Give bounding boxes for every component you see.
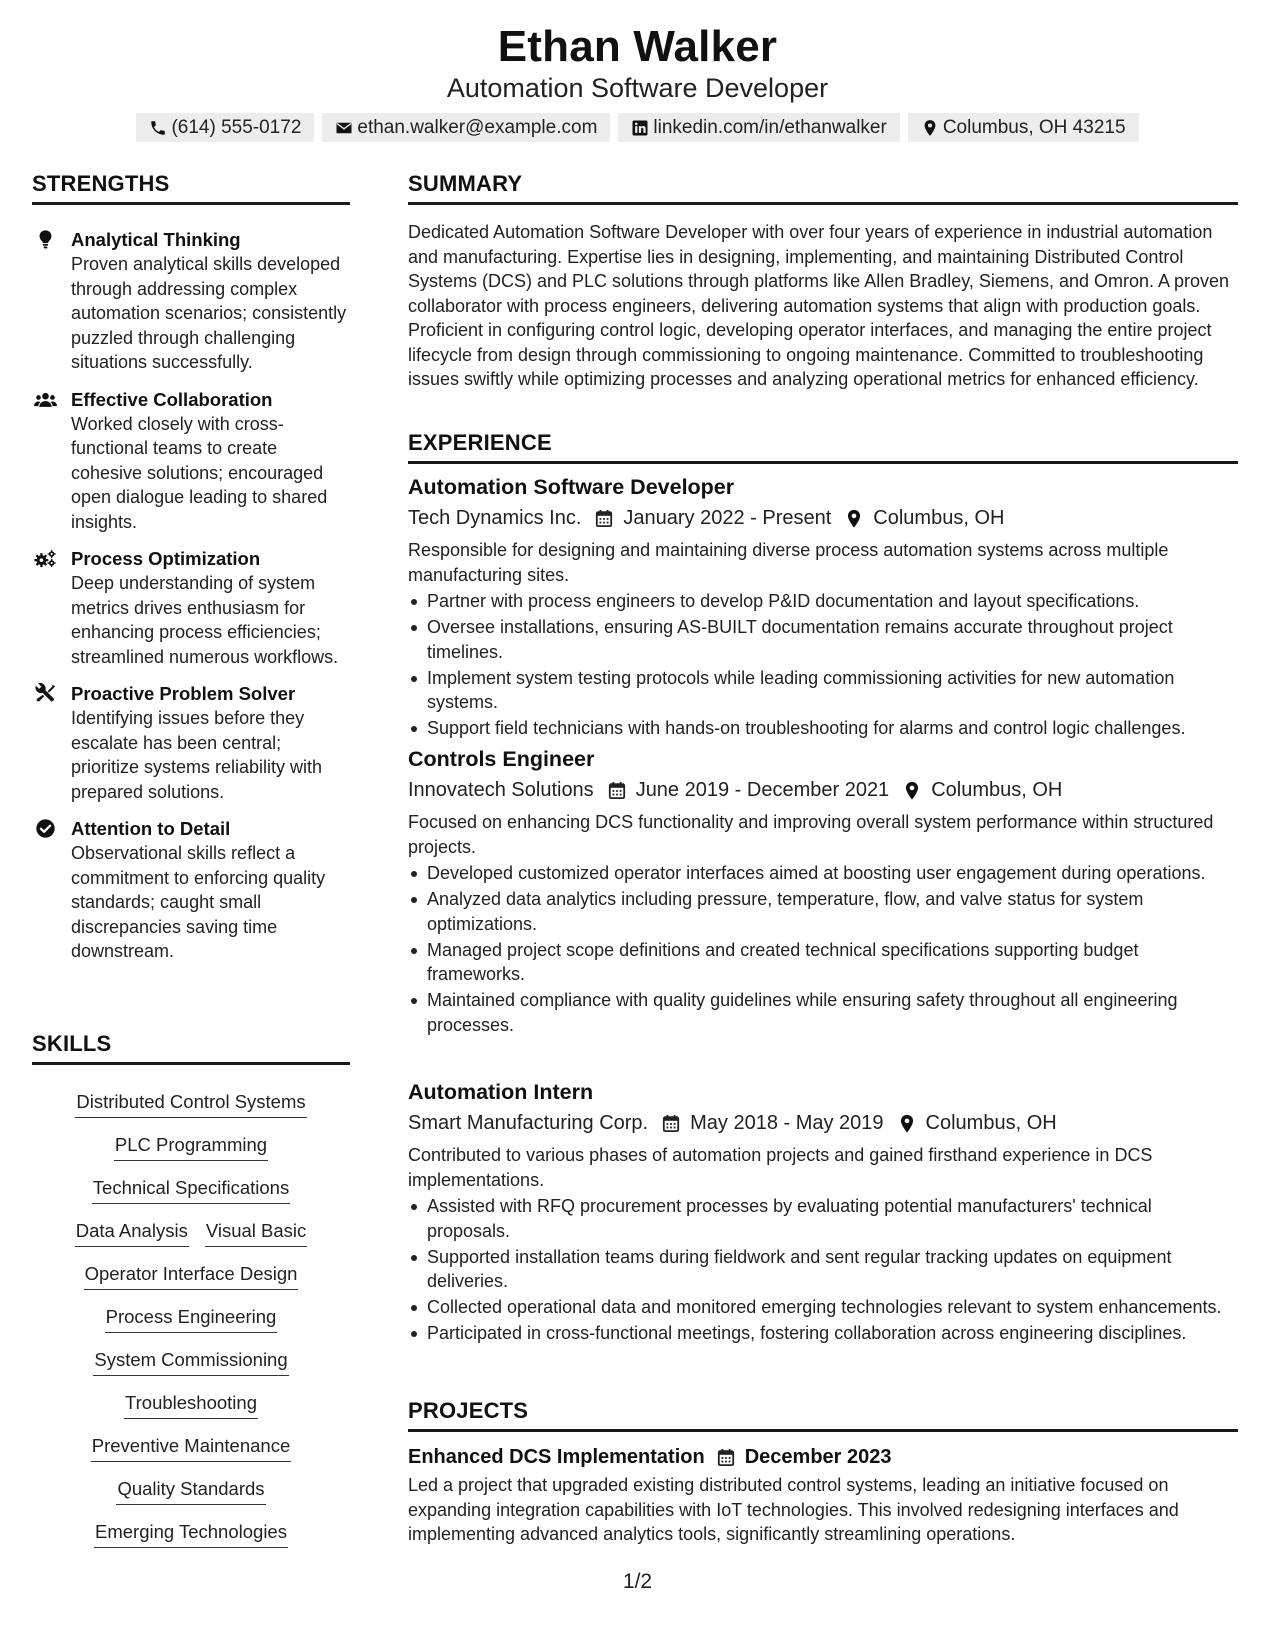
- envelope-icon: [335, 119, 353, 137]
- linkedin-icon: [631, 119, 649, 137]
- job-bullet: Implement system testing protocols while leading commissioning activities for new automation systems.: [408, 666, 1238, 715]
- calendar-icon: [662, 1114, 680, 1133]
- strength-title: Attention to Detail: [71, 818, 231, 839]
- job-entry: [408, 745, 1238, 1039]
- job-dates: June 2019 - December 2021: [635, 779, 890, 801]
- strength-title: Proactive Problem Solver: [71, 683, 296, 704]
- strength-item: [32, 547, 350, 669]
- job-location: Columbus, OH: [931, 779, 1063, 801]
- strength-desc: Identifying issues before they escalate has been central; prioritize systems reliability with prepared solutions.: [71, 708, 323, 802]
- job-title: Automation Software Developer: [408, 475, 735, 499]
- project-title: Enhanced DCS Implementation: [408, 1446, 705, 1468]
- strength-title: Effective Collaboration: [71, 388, 273, 410]
- tools-icon: [34, 683, 57, 704]
- summary-text: Dedicated Automation Software Developer with over four years of experience in industrial automation and manufacturing. Expertise lies in designing, implementing, and maintaining Distributed Control Systems (DCS) and PLC solutions through platforms like Allen Bradley, Siemens, and Omron. A proven collaborator with process engineers, delivering automation systems that align with production goals. Proficient in configuring control logic, developing operator interfaces, and managing the entire project lifecycle from design through commissioning to ongoing maintenance. Committed to troubleshooting issues swiftly while optimizing processes and analyzing operational metrics for enhanced efficiency.: [408, 222, 1230, 389]
- skill-tag: System Commissioning: [93, 1346, 288, 1376]
- job-title: Automation Intern: [408, 1080, 594, 1104]
- strength-desc: Proven analytical skills developed through addressing complex automation scenarios; consistently puzzled through challenging situations successfully.: [71, 254, 347, 372]
- contact-location: [908, 113, 1139, 142]
- phone-icon: [149, 119, 167, 137]
- job-bullet: Partner with process engineers to develop P&ID documentation and layout specifications.: [408, 589, 1238, 614]
- skill-tag: Troubleshooting: [124, 1389, 258, 1419]
- calendar-icon: [608, 781, 626, 800]
- map-pin-icon: [845, 509, 863, 528]
- contact-email-text: ethan.walker@example.com: [357, 116, 598, 138]
- strength-item: [32, 682, 350, 804]
- summary-heading: SUMMARY: [408, 171, 1238, 205]
- job-bullets: [408, 1194, 1238, 1346]
- skill-tag: Quality Standards: [116, 1475, 265, 1505]
- calendar-icon: [595, 509, 613, 528]
- job-meta: [408, 775, 1238, 805]
- experience-heading: EXPERIENCE: [408, 430, 1238, 464]
- job-desc: Focused on enhancing DCS functionality and improving overall system performance within structured projects.: [408, 812, 1214, 857]
- job-bullet: Oversee installations, ensuring AS-BUILT documentation remains accurate throughout project timelines.: [408, 615, 1238, 664]
- map-pin-icon: [921, 119, 939, 137]
- projects-heading: PROJECTS: [408, 1398, 1238, 1432]
- project-desc: Led a project that upgraded existing distributed control systems, leading an initiative focused on expanding integration capabilities with IoT technologies. This involved redesigning interfaces and implementing advanced analytics tools, significantly streamlining operations.: [408, 1475, 1179, 1544]
- skill-tag: Distributed Control Systems: [75, 1088, 306, 1118]
- strengths-heading: STRENGTHS: [32, 171, 350, 205]
- job-dates: January 2022 - Present: [623, 507, 832, 529]
- project-header: [408, 1443, 1238, 1471]
- job-desc: Responsible for designing and maintaining diverse process automation systems across multiple manufacturing sites.: [408, 540, 1169, 585]
- job-bullet: Collected operational data and monitored emerging technologies relevant to system enhancements.: [408, 1295, 1238, 1320]
- job-desc: Contributed to various phases of automation projects and gained firsthand experience in DCS implementations.: [408, 1145, 1153, 1190]
- job-location: Columbus, OH: [873, 507, 1005, 529]
- users-icon: [34, 389, 57, 410]
- job-bullet: Maintained compliance with quality guidelines while ensuring safety throughout all engineering processes.: [408, 988, 1238, 1037]
- job-meta: [408, 1108, 1238, 1138]
- strength-desc: Worked closely with cross-functional teams to create cohesive solutions; encouraged open dialogue leading to shared insights.: [71, 413, 328, 532]
- job-bullet: Supported installation teams during fieldwork and sent regular tracking updates on equipment deliveries.: [408, 1245, 1238, 1294]
- skill-tag: Data Analysis: [75, 1217, 189, 1247]
- gears-icon: [34, 548, 57, 569]
- page-number: 1/2: [622, 1570, 653, 1593]
- map-pin-icon: [898, 1114, 916, 1133]
- job-bullet: Participated in cross-functional meetings, fostering collaboration across engineering disciplines.: [408, 1321, 1238, 1346]
- check-circle-icon: [34, 818, 57, 839]
- job-company: Innovatech Solutions: [408, 779, 594, 801]
- job-bullet: Developed customized operator interfaces aimed at boosting user engagement during operations.: [408, 861, 1238, 886]
- candidate-title: Automation Software Developer: [446, 73, 829, 103]
- contact-phone[interactable]: [136, 113, 314, 142]
- skill-tag: Process Engineering: [105, 1303, 278, 1333]
- job-bullet: Assisted with RFQ procurement processes by evaluating potential manufacturers' technical proposals.: [408, 1194, 1238, 1243]
- skill-tag: Emerging Technologies: [94, 1518, 288, 1548]
- contact-bar: [0, 113, 1275, 142]
- job-company: Tech Dynamics Inc.: [408, 507, 582, 529]
- job-bullets: [408, 861, 1238, 1037]
- job-entry: [408, 1078, 1238, 1347]
- contact-linkedin-text: linkedin.com/in/ethanwalker: [653, 116, 887, 138]
- job-bullet: Support field technicians with hands-on troubleshooting for alarms and control logic challenges.: [408, 716, 1238, 741]
- project-entry: [408, 1443, 1238, 1547]
- strength-item: [32, 228, 350, 375]
- project-date: December 2023: [744, 1446, 892, 1468]
- skill-tag: Operator Interface Design: [84, 1260, 299, 1290]
- job-bullet: Managed project scope definitions and created technical specifications supporting budget frameworks.: [408, 938, 1238, 987]
- skill-tag: Visual Basic: [205, 1217, 307, 1247]
- job-dates: May 2018 - May 2019: [690, 1112, 884, 1134]
- lightbulb-icon: [34, 229, 57, 250]
- job-meta: [408, 503, 1238, 533]
- skill-tag: Technical Specifications: [92, 1174, 290, 1204]
- strength-item: [32, 817, 350, 964]
- job-bullets: [408, 589, 1238, 741]
- skills-list: [32, 1088, 350, 1548]
- skill-tag: Preventive Maintenance: [91, 1432, 291, 1462]
- job-entry: [408, 473, 1238, 742]
- contact-email[interactable]: [322, 113, 610, 142]
- contact-linkedin[interactable]: [618, 113, 899, 142]
- calendar-icon: [717, 1448, 735, 1467]
- map-pin-icon: [903, 781, 921, 800]
- job-company: Smart Manufacturing Corp.: [408, 1112, 649, 1134]
- contact-location-text: Columbus, OH 43215: [942, 116, 1126, 138]
- strength-item: [32, 388, 350, 535]
- contact-phone-text: (614) 555-0172: [171, 116, 302, 138]
- strength-title: Process Optimization: [71, 548, 261, 569]
- skills-heading: SKILLS: [32, 1031, 350, 1065]
- candidate-name: Ethan Walker: [497, 22, 778, 71]
- strengths-list: [32, 228, 350, 977]
- job-bullet: Analyzed data analytics including pressure, temperature, flow, and valve status for system optimizations.: [408, 887, 1238, 936]
- strength-desc: Deep understanding of system metrics drives enthusiasm for enhancing process efficiencies; streamlined numerous workflows.: [71, 573, 339, 667]
- skill-tag: PLC Programming: [114, 1131, 268, 1161]
- job-title: Controls Engineer: [408, 747, 595, 771]
- strength-title: Analytical Thinking: [71, 229, 241, 250]
- strength-desc: Observational skills reflect a commitment to enforcing quality standards; caught small discrepancies saving time downstream.: [71, 843, 326, 961]
- job-location: Columbus, OH: [925, 1112, 1057, 1134]
